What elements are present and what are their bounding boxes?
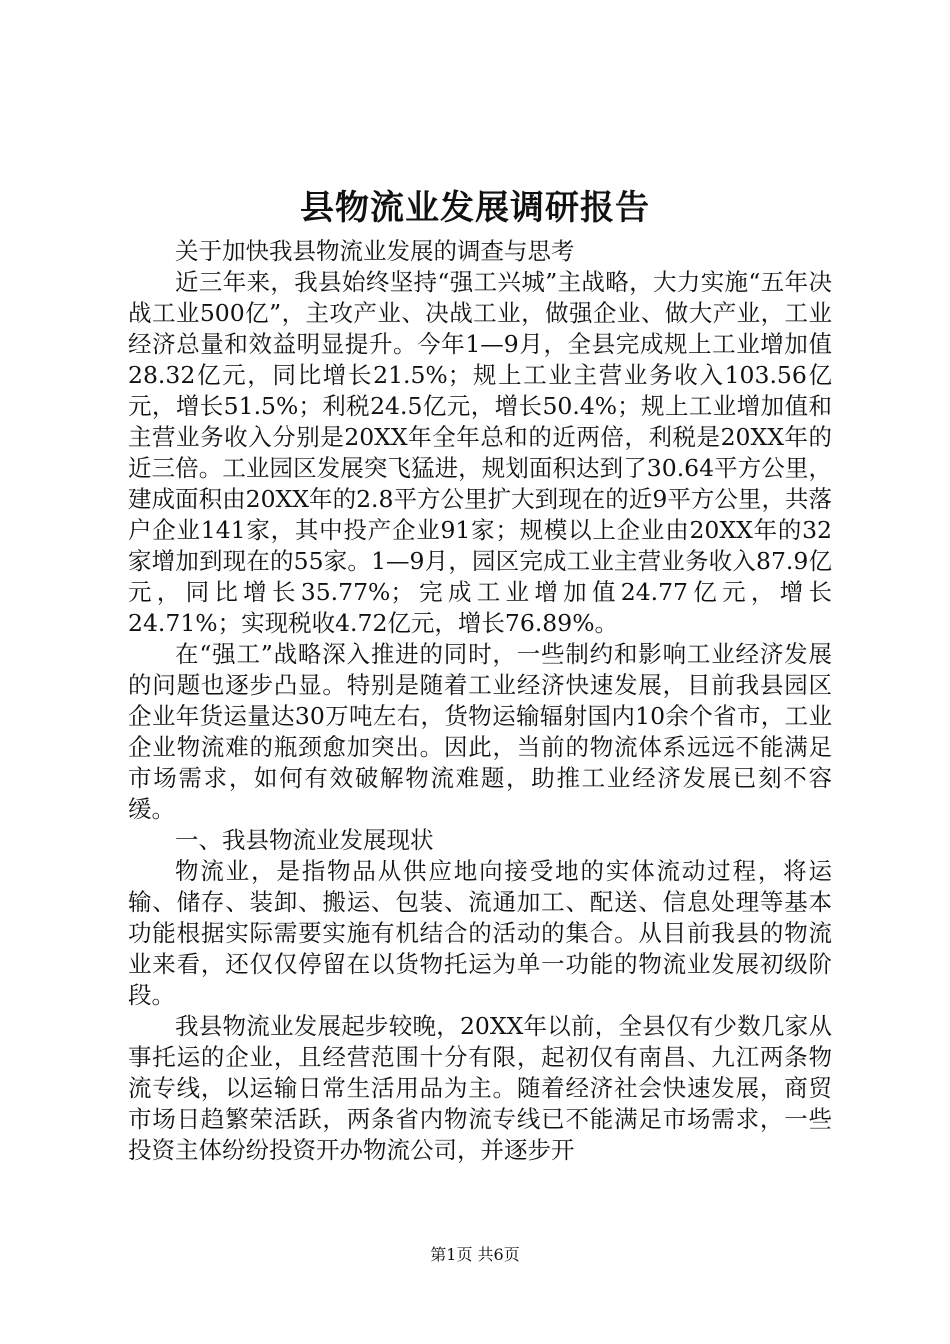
body-paragraph: 在“强工”战略深入推进的同时，一些制约和影响工业经济发展的问题也逐步凸显。特别是随着工业经济快速发展，目前我县园区企业年货运量达30万吨左右，货物运输辐射国内10余个省市，工业企业物流难的瓶颈愈加突出。因此，当前的物流体系远远不能满足市场需求，如何有效破解物流难题，助推工业经济发展已刻不容缓。	[128, 640, 832, 823]
subtitle-paragraph: 关于加快我县物流业发展的调查与思考	[175, 237, 575, 265]
document-body	[128, 236, 832, 1166]
body-paragraph: 近三年来，我县始终坚持“强工兴城”主战略，大力实施“五年决战工业500亿”，主攻产业、决战工业，做强企业、做大产业，工业经济总量和效益明显提升。今年1—9月，全县完成规上工业增加值28.32亿元，同比增长21.5%；规上工业主营业务收入103.56亿元，增长51.5%；利税24.5亿元，增长50.4%；规上工业增加值和主营业务收入分别是20XX年全年总和的近两倍，利税是20XX年的近三倍。工业园区发展突飞猛进，规划面积达到了30.64平方公里，建成面积由20XX年的2.8平方公里扩大到现在的近9平方公里，共落户企业141家，其中投产企业91家；规模以上企业由20XX年的32家增加到现在的55家。1—9月，园区完成工业主营业务收入87.9亿元，同比增长35.77%；完成工业增加值24.77亿元，增长24.71%；实现税收4.72亿元，增长76.89%。	[128, 268, 832, 637]
document-title: 县物流业发展调研报告	[300, 188, 650, 228]
body-paragraph: 物流业，是指物品从供应地向接受地的实体流动过程，将运输、储存、装卸、搬运、包装、流通加工、配送、信息处理等基本功能根据实际需要实施有机结合的活动的集合。从目前我县的物流业来看，还仅仅停留在以货物托运为单一功能的物流业发展初级阶段。	[128, 857, 832, 1009]
section-heading: 一、我县物流业发展现状	[175, 826, 434, 854]
page-number-footer: 第1页 共6页	[430, 1245, 520, 1264]
body-paragraph: 我县物流业发展起步较晚，20XX年以前，全县仅有少数几家从事托运的企业，且经营范围十分有限，起初仅有南昌、九江两条物流专线，以运输日常生活用品为主。随着经济社会快速发展，商贸市场日趋繁荣活跃，两条省内物流专线已不能满足市场需求，一些投资主体纷纷投资开办物流公司，并逐步开	[128, 1012, 832, 1164]
